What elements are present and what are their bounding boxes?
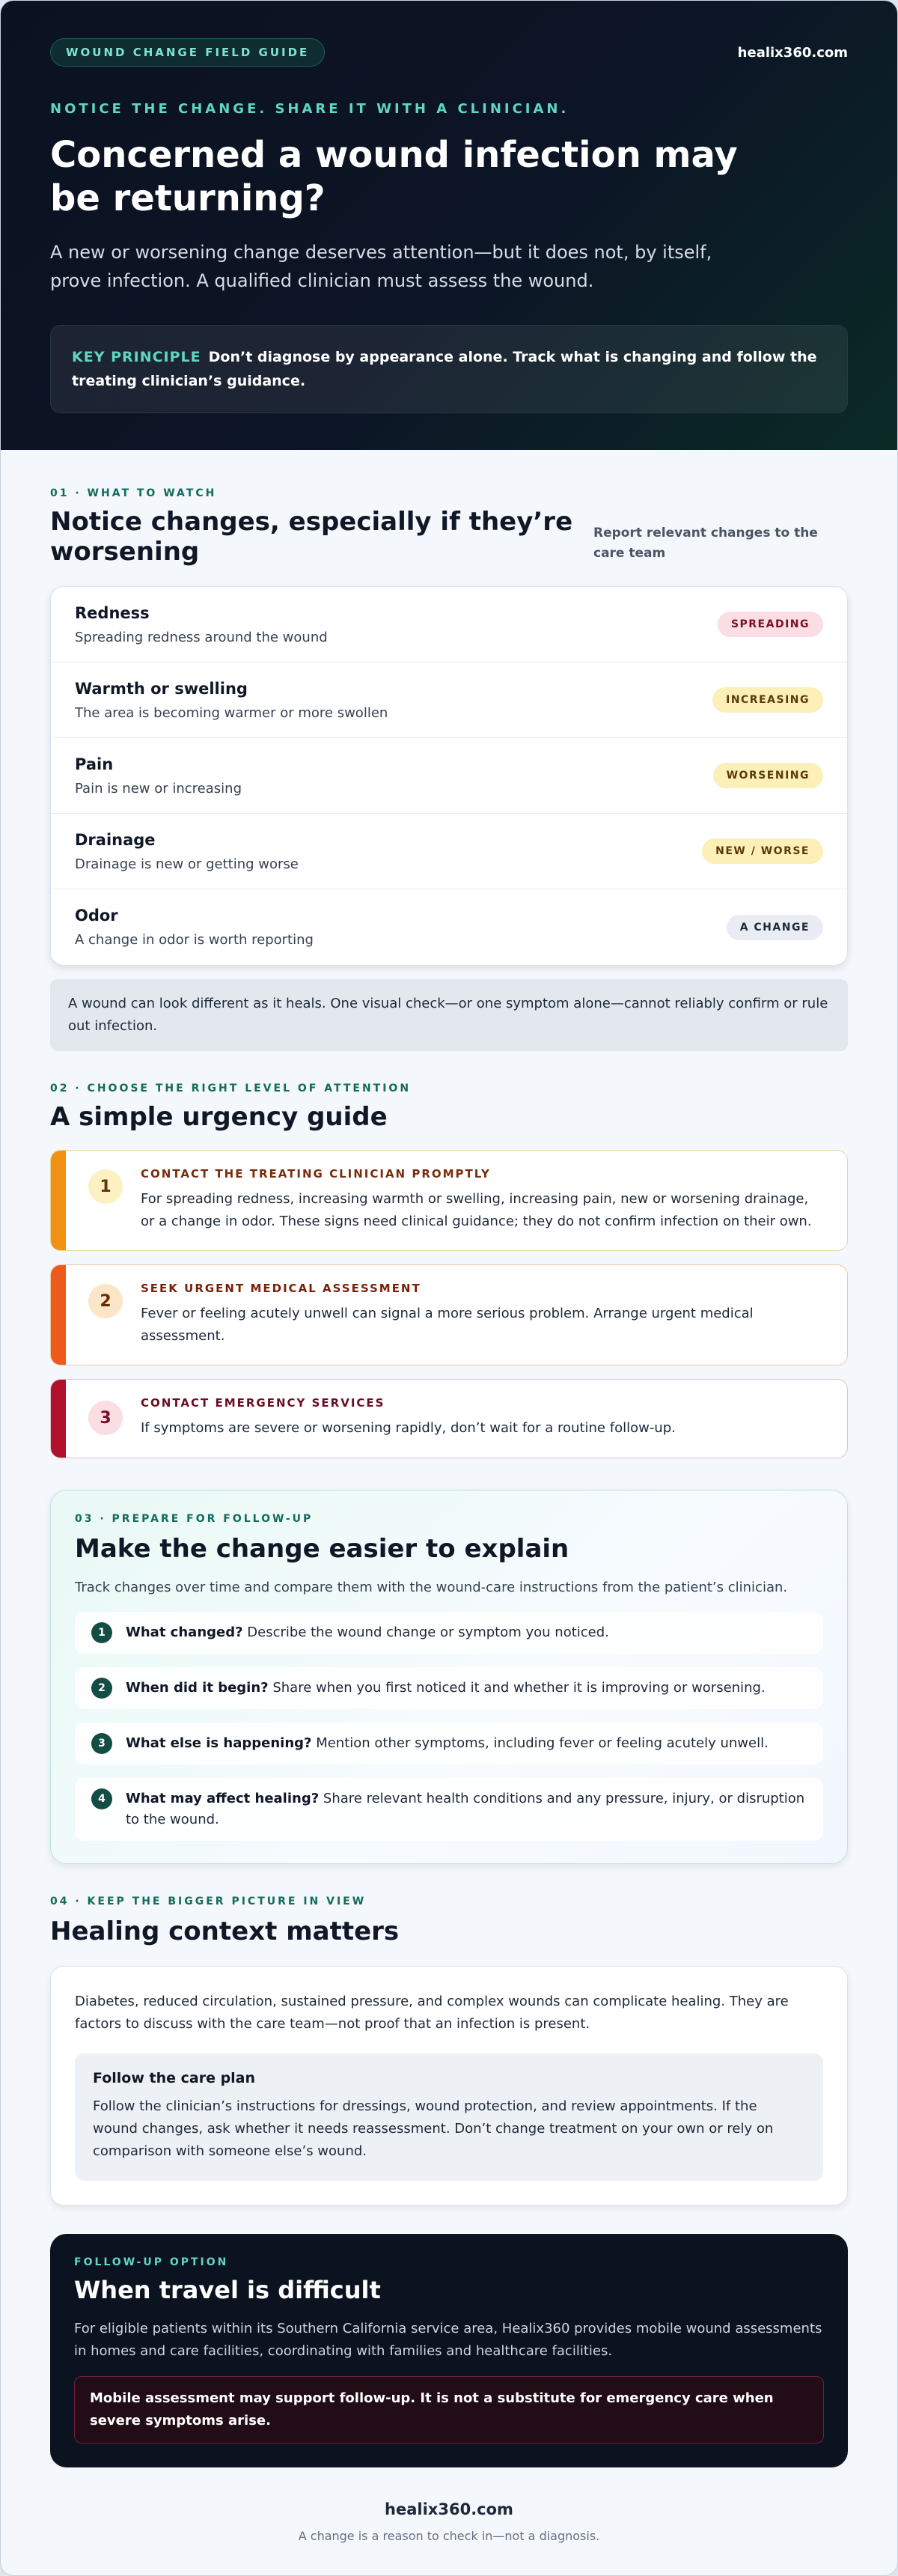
footer-site-link[interactable]: healix360.com: [385, 2500, 513, 2518]
hero-eyebrow: NOTICE THE CHANGE. SHARE IT WITH A CLINICIAN.: [50, 101, 569, 117]
follow-up-step: [75, 1778, 823, 1841]
symptom-name: Warmth or swelling: [75, 679, 248, 698]
symptom-row-warmth: [51, 663, 847, 738]
urgency-level-3: [50, 1379, 848, 1458]
section-follow-up: [50, 1490, 848, 1864]
symptom-name: Drainage: [75, 830, 156, 849]
follow-up-step: [75, 1723, 823, 1764]
symptom-list: [50, 586, 848, 966]
status-badge: INCREASING: [712, 687, 823, 713]
symptom-desc: Pain is new or increasing: [75, 780, 242, 797]
urgency-text: For spreading redness, increasing warmth or swelling, increasing pain, new or worsening drainage, or a change in odor. These signs need clinical guidance; they do not confirm infection on their own.: [141, 1191, 812, 1229]
step-number: 1: [91, 1622, 112, 1643]
care-plan-title: Follow the care plan: [93, 2070, 256, 2086]
step-number: 2: [91, 1678, 112, 1699]
step-question: When did it begin?: [126, 1680, 269, 1696]
step-answer: Describe the wound change or symptom you noticed.: [247, 1625, 609, 1640]
section-title: Make the change easier to explain: [75, 1534, 569, 1564]
section-title: Notice changes, especially if they’re worsening: [50, 507, 573, 567]
emergency-warning: Mobile assessment may support follow-up. It is not a substitute for emergency care when severe symptoms arise.: [74, 2376, 824, 2443]
context-text: Diabetes, reduced circulation, sustained pressure, and complex wounds can complicate healing. They are factors to discuss with the care team—not proof that an infection is present.: [75, 1994, 789, 2032]
urgency-title: CONTACT EMERGENCY SERVICES: [141, 1396, 385, 1410]
status-badge: A CHANGE: [727, 915, 823, 940]
section-kicker: 02 · CHOOSE THE RIGHT LEVEL OF ATTENTION: [50, 1083, 412, 1094]
status-badge: WORSENING: [713, 763, 823, 788]
follow-up-step: [75, 1612, 823, 1654]
step-number: 3: [91, 1733, 112, 1754]
section-title: Healing context matters: [50, 1916, 400, 1946]
care-plan-text: Follow the clinician’s instructions for dressings, wound protection, and review appointments. If the wound changes, ask whether it needs reassessment. Don’t change treatment on your own or rely on comparison with someone else’s wound.: [93, 2098, 774, 2159]
urgency-text: If symptoms are severe or worsening rapidly, don’t wait for a routine follow-up.: [141, 1420, 676, 1436]
symptom-desc: Drainage is new or getting worse: [75, 856, 299, 872]
context-card: [50, 1966, 848, 2205]
travel-option-card: [50, 2234, 848, 2467]
symptom-desc: A change in odor is worth reporting: [75, 932, 314, 948]
key-principle-label: KEY PRINCIPLE: [72, 349, 201, 365]
symptom-row-pain: [51, 738, 847, 814]
travel-text: For eligible patients within its Southern California service area, Healix360 provides mobile wound assessments in homes and care facilities, coordinating with families and healthcare facilities.: [74, 2321, 822, 2359]
section-kicker: 03 · PREPARE FOR FOLLOW-UP: [75, 1513, 314, 1525]
step-answer: Share when you first noticed it and whether it is improving or worsening.: [272, 1680, 766, 1696]
site-link[interactable]: healix360.com: [737, 44, 848, 61]
footer: [50, 2500, 848, 2543]
step-question: What may affect healing?: [126, 1791, 320, 1806]
hero: [1, 1, 897, 450]
urgency-number: 2: [88, 1284, 123, 1318]
main-content: [1, 487, 897, 2543]
key-principle-box: [50, 325, 848, 413]
guide-badge: WOUND CHANGE FIELD GUIDE: [50, 38, 325, 67]
symptom-row-odor: [51, 889, 847, 965]
urgency-number: 3: [88, 1401, 123, 1435]
status-badge: SPREADING: [718, 612, 823, 637]
section-urgency-guide: [50, 1083, 848, 1458]
key-principle-text: Don’t diagnose by appearance alone. Track what is changing and follow the treating clinician’s guidance.: [72, 349, 817, 389]
section-healing-context: [50, 1896, 848, 2205]
urgency-title: CONTACT THE TREATING CLINICIAN PROMPTLY: [141, 1167, 491, 1181]
status-badge: NEW / WORSE: [702, 838, 823, 864]
footer-tagline: A change is a reason to check in—not a diagnosis.: [298, 2529, 600, 2543]
urgency-level-1: [50, 1150, 848, 1251]
urgency-color-bar: [51, 1380, 66, 1458]
report-note: Report relevant changes to the care team: [593, 526, 818, 561]
section-subtitle: Track changes over time and compare them with the wound-care instructions from the patient’s clinician.: [75, 1580, 788, 1595]
urgency-number: 1: [88, 1169, 123, 1204]
step-question: What else is happening?: [126, 1735, 312, 1751]
section-kicker: 01 · WHAT TO WATCH: [50, 487, 217, 499]
symptom-desc: Spreading redness around the wound: [75, 629, 328, 645]
section-header: [50, 507, 848, 567]
urgency-text: Fever or feeling acutely unwell can signal a more serious problem. Arrange urgent medical assessment.: [141, 1306, 754, 1344]
symptom-name: Odor: [75, 907, 118, 925]
section-kicker: 04 · KEEP THE BIGGER PICTURE IN VIEW: [50, 1896, 367, 1907]
symptom-row-drainage: [51, 814, 847, 889]
travel-kicker: FOLLOW-UP OPTION: [74, 2256, 229, 2268]
section-what-to-watch: [50, 487, 848, 1051]
hero-subtitle: A new or worsening change deserves attention—but it does not, by itself, prove infection. A qualified clinician must assess the wound.: [50, 242, 712, 291]
urgency-color-bar: [51, 1151, 66, 1250]
step-number: 4: [91, 1788, 112, 1809]
follow-up-step: [75, 1667, 823, 1709]
symptom-desc: The area is becoming warmer or more swollen: [75, 704, 388, 721]
step-answer: Mention other symptoms, including fever or feeling acutely unwell.: [316, 1735, 769, 1751]
page-title: Concerned a wound infection may be returning?: [50, 134, 738, 219]
care-plan-box: [75, 2053, 823, 2181]
urgency-level-2: [50, 1264, 848, 1365]
section-title: A simple urgency guide: [50, 1102, 388, 1132]
hero-top-bar: [50, 38, 848, 67]
caution-note: A wound can look different as it heals. One visual check—or one symptom alone—cannot reliably confirm or rule out infection.: [50, 979, 848, 1051]
symptom-name: Pain: [75, 755, 114, 773]
symptom-name: Redness: [75, 603, 150, 622]
step-question: What changed?: [126, 1625, 243, 1640]
symptom-row-redness: [51, 587, 847, 663]
step-answer: Share relevant health conditions and any pressure, injury, or disruption to the wound.: [126, 1791, 805, 1827]
urgency-color-bar: [51, 1265, 66, 1365]
travel-title: When travel is difficult: [74, 2276, 381, 2304]
urgency-title: SEEK URGENT MEDICAL ASSESSMENT: [141, 1282, 421, 1295]
